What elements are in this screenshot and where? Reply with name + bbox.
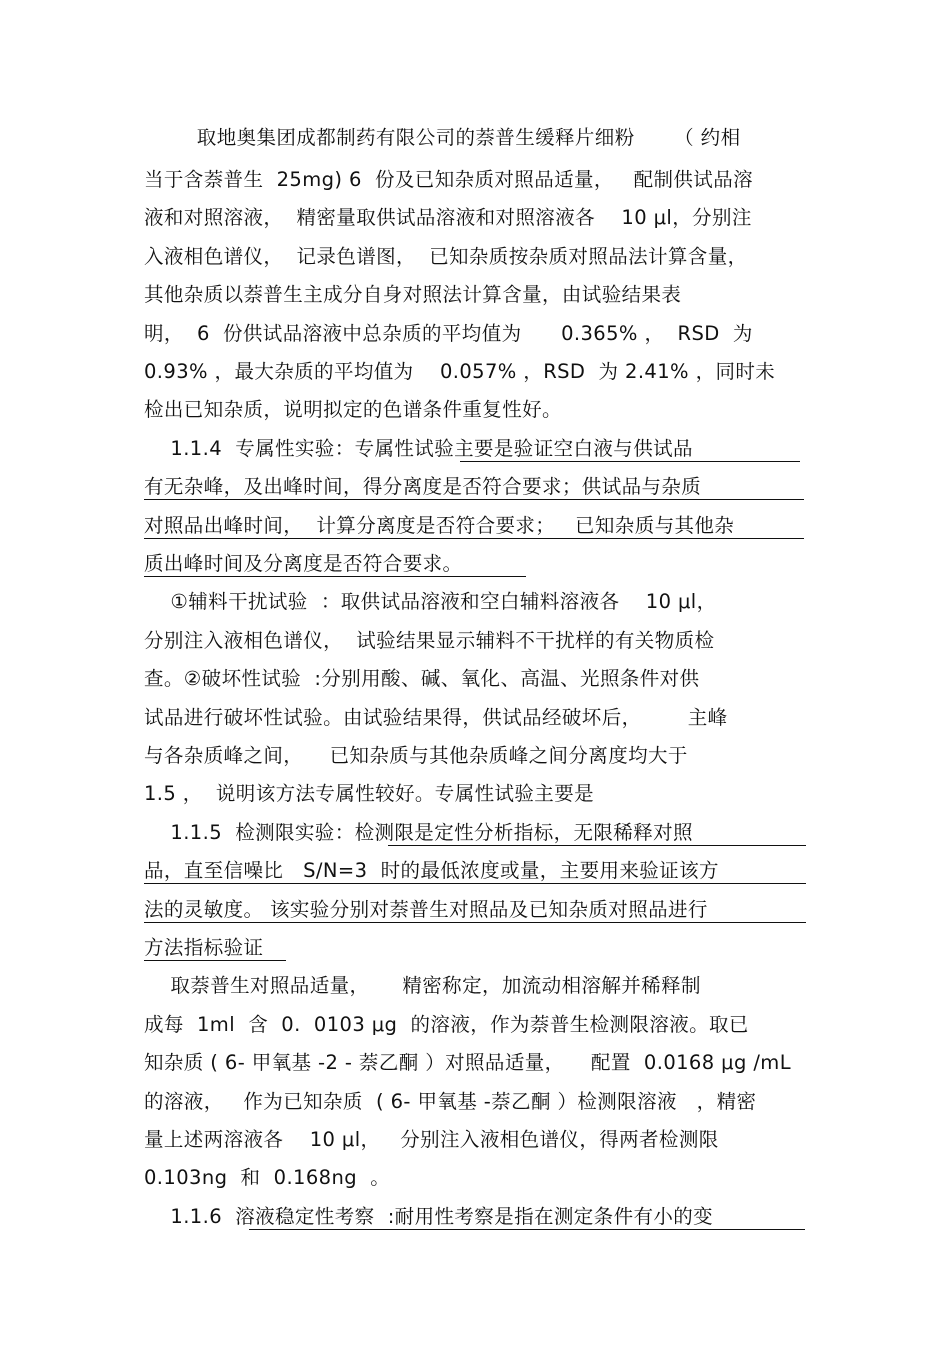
section-heading-1-1-5: 1.1.5 检测限实验：检测限是定性分析指标，无限稀释对照 (144, 821, 693, 844)
section-heading-1-1-6: 1.1.6 溶液稳定性考察 :耐用性考察是指在测定条件有小的变 (144, 1205, 714, 1228)
underline-rule (144, 922, 806, 923)
text-line: 分别注入液相色谱仪， 试验结果显示辅料不干扰样的有关物质检 (144, 629, 715, 652)
underline-rule (144, 576, 526, 577)
text-line: 法的灵敏度。 该实验分别对萘普生对照品及已知杂质对照品进行 (144, 898, 708, 921)
text-line: 与各杂质峰之间， 已知杂质与其他杂质峰之间分离度均大于 (144, 744, 688, 767)
text-line: 1.5 ， 说明该方法专属性较好。专属性试验主要是 (144, 782, 595, 805)
text-line: 明， 6 份供试品溶液中总杂质的平均值为 0.365% ， RSD 为 (144, 322, 753, 345)
text-line: 液和对照溶液， 精密量取供试品溶液和对照溶液各 10 μl，分别注 (144, 206, 752, 229)
text-line: 方法指标验证 (144, 936, 264, 959)
underline-rule (249, 1229, 805, 1230)
text-line: 知杂质 ( 6- 甲氧基 -2 - 萘乙酮 ）对照品适量， 配置 0.0168 μg /mL (144, 1051, 791, 1074)
text-line: 品，直至信噪比 S/N=3 时的最低浓度或量，主要用来验证该方 (144, 859, 719, 882)
text-line: 有无杂峰，及出峰时间，得分离度是否符合要求；供试品与杂质 (144, 475, 702, 498)
text-line: 试品进行破坏性试验。由试验结果得，供试品经破坏后， 主峰 (144, 706, 728, 729)
underline-rule (144, 883, 806, 884)
text-line: 0.103ng 和 0.168ng 。 (144, 1166, 391, 1189)
text-line: 取萘普生对照品适量， 精密称定，加流动相溶解并稀释制 (144, 974, 701, 997)
text-line: 其他杂质以萘普生主成分自身对照法计算含量，由试验结果表 (144, 283, 682, 306)
underline-rule (388, 845, 806, 846)
text-line: 取地奥集团成都制药有限公司的萘普生缓释片细粉 （ 约相 (144, 126, 741, 149)
text-line: 当于含萘普生 25mg) 6 份及已知杂质对照品适量， 配制供试品溶 (144, 168, 753, 191)
text-line: 质出峰时间及分离度是否符合要求。 (144, 552, 463, 575)
underline-rule (460, 461, 800, 462)
text-line: 成每 1ml 含 0. 0103 μg 的溶液，作为萘普生检测限溶液。取已 (144, 1013, 749, 1036)
underline-rule (144, 538, 804, 539)
text-line: 0.93% ，最大杂质的平均值为 0.057% ，RSD 为 2.41% ，同时未 (144, 360, 776, 383)
text-line: ①辅料干扰试验 ：取供试品溶液和空白辅料溶液各 10 μl， (144, 590, 717, 613)
section-heading-1-1-4: 1.1.4 专属性实验：专属性试验主要是验证空白液与供试品 (144, 437, 693, 460)
underline-rule (144, 960, 286, 961)
text-line: 对照品出峰时间， 计算分离度是否符合要求； 已知杂质与其他杂 (144, 514, 735, 537)
underline-rule (144, 499, 804, 500)
text-line: 量上述两溶液各 10 μl， 分别注入液相色谱仪，得两者检测限 (144, 1128, 719, 1151)
text-line: 入液相色谱仪， 记录色谱图， 已知杂质按杂质对照品法计算含量， (144, 245, 748, 268)
text-line: 检出已知杂质，说明拟定的色谱条件重复性好。 (144, 398, 562, 421)
text-line: 的溶液， 作为已知杂质 ( 6- 甲氧基 -萘乙酮 ）检测限溶液 ，精密 (144, 1090, 757, 1113)
text-line: 查。②破坏性试验 :分别用酸、碱、氧化、高温、光照条件对供 (144, 667, 700, 690)
